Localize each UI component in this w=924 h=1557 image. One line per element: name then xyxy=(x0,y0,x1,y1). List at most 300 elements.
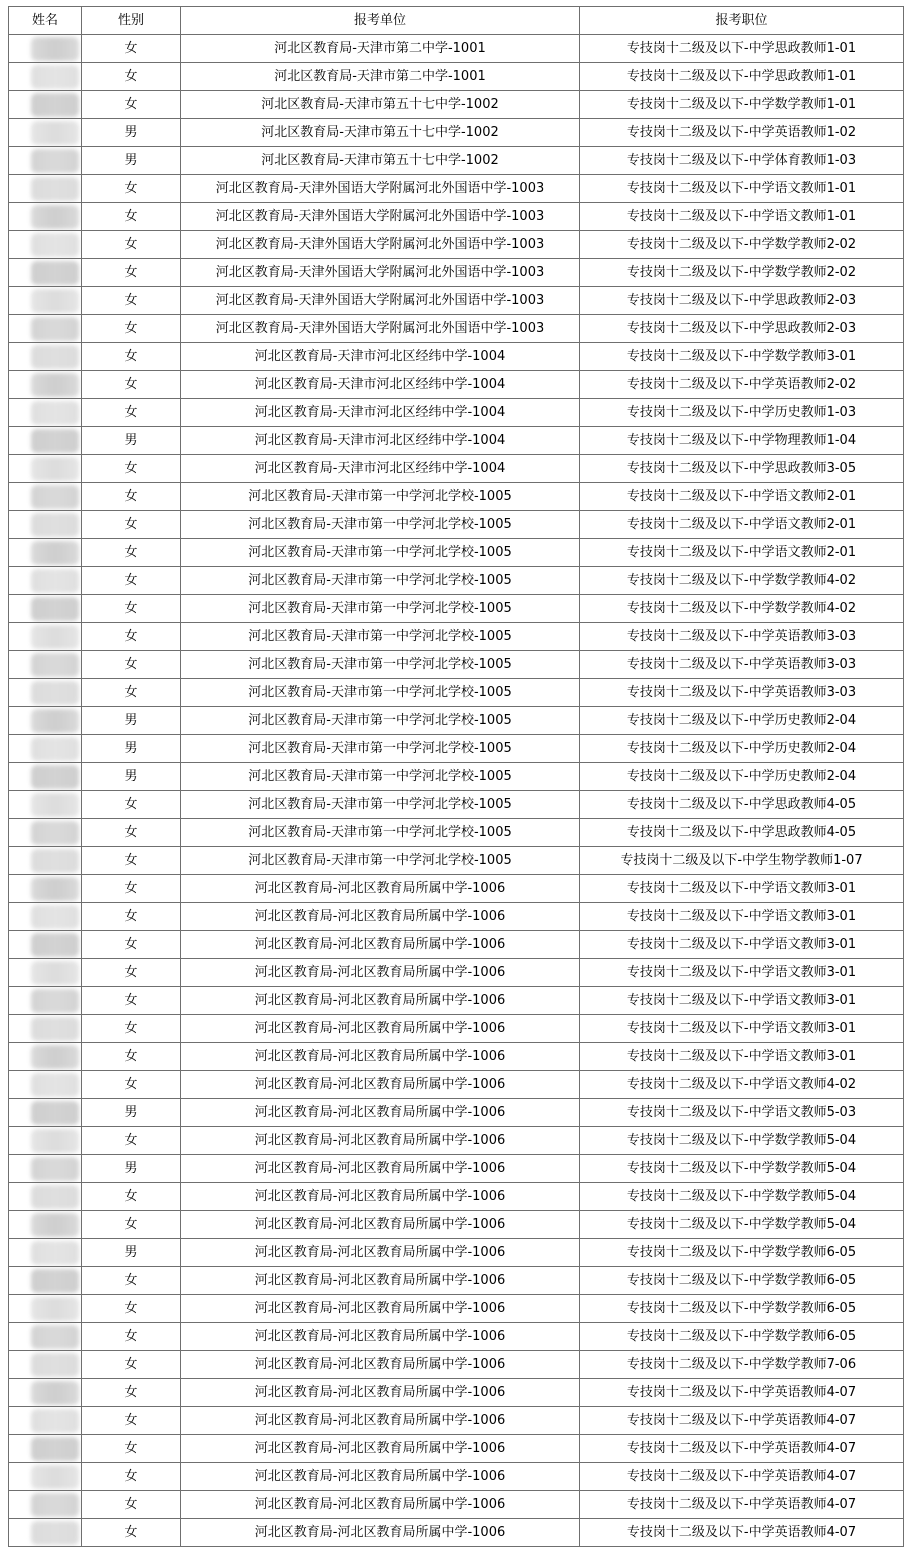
redaction-mosaic xyxy=(31,177,79,201)
gender-cell: 男 xyxy=(82,427,181,455)
unit-cell: 河北区教育局-天津市第二中学-1001 xyxy=(181,35,580,63)
post-cell: 专技岗十二级及以下-中学英语教师4-07 xyxy=(580,1435,904,1463)
gender-cell: 女 xyxy=(82,903,181,931)
table-row xyxy=(9,455,904,483)
table-row xyxy=(9,1323,904,1351)
unit-cell: 河北区教育局-天津市第五十七中学-1002 xyxy=(181,91,580,119)
redacted-name-cell xyxy=(9,287,82,315)
redaction-mosaic xyxy=(31,1297,79,1321)
post-cell: 专技岗十二级及以下-中学语文教师2-01 xyxy=(580,511,904,539)
redacted-name-cell xyxy=(9,735,82,763)
post-cell: 专技岗十二级及以下-中学英语教师4-07 xyxy=(580,1407,904,1435)
redaction-mosaic xyxy=(31,793,79,817)
post-cell: 专技岗十二级及以下-中学英语教师2-02 xyxy=(580,371,904,399)
redaction-mosaic xyxy=(31,261,79,285)
gender-cell: 女 xyxy=(82,623,181,651)
gender-cell: 女 xyxy=(82,1043,181,1071)
post-cell: 专技岗十二级及以下-中学历史教师2-04 xyxy=(580,763,904,791)
redaction-mosaic xyxy=(31,1465,79,1489)
post-cell: 专技岗十二级及以下-中学英语教师3-03 xyxy=(580,651,904,679)
table-row xyxy=(9,483,904,511)
redacted-name-cell xyxy=(9,987,82,1015)
table-row xyxy=(9,1491,904,1519)
unit-cell: 河北区教育局-河北区教育局所属中学-1006 xyxy=(181,1323,580,1351)
header-unit: 报考单位 xyxy=(181,7,580,35)
unit-cell: 河北区教育局-天津市第一中学河北学校-1005 xyxy=(181,651,580,679)
table-row xyxy=(9,1407,904,1435)
gender-cell: 女 xyxy=(82,63,181,91)
unit-cell: 河北区教育局-河北区教育局所属中学-1006 xyxy=(181,1379,580,1407)
redacted-name-cell xyxy=(9,231,82,259)
unit-cell: 河北区教育局-河北区教育局所属中学-1006 xyxy=(181,1211,580,1239)
table-row xyxy=(9,1127,904,1155)
unit-cell: 河北区教育局-河北区教育局所属中学-1006 xyxy=(181,1155,580,1183)
unit-cell: 河北区教育局-河北区教育局所属中学-1006 xyxy=(181,1267,580,1295)
post-cell: 专技岗十二级及以下-中学英语教师3-03 xyxy=(580,623,904,651)
redacted-name-cell xyxy=(9,399,82,427)
unit-cell: 河北区教育局-天津外国语大学附属河北外国语中学-1003 xyxy=(181,231,580,259)
post-cell: 专技岗十二级及以下-中学语文教师4-02 xyxy=(580,1071,904,1099)
redacted-name-cell xyxy=(9,707,82,735)
redaction-mosaic xyxy=(31,961,79,985)
table-row xyxy=(9,1267,904,1295)
redaction-mosaic xyxy=(31,1157,79,1181)
redacted-name-cell xyxy=(9,371,82,399)
table-row xyxy=(9,1071,904,1099)
post-cell: 专技岗十二级及以下-中学思政教师1-01 xyxy=(580,35,904,63)
redaction-mosaic xyxy=(31,1045,79,1069)
gender-cell: 女 xyxy=(82,399,181,427)
gender-cell: 女 xyxy=(82,1183,181,1211)
post-cell: 专技岗十二级及以下-中学数学教师5-04 xyxy=(580,1155,904,1183)
post-cell: 专技岗十二级及以下-中学生物学教师1-07 xyxy=(580,847,904,875)
unit-cell: 河北区教育局-河北区教育局所属中学-1006 xyxy=(181,1519,580,1547)
unit-cell: 河北区教育局-天津外国语大学附属河北外国语中学-1003 xyxy=(181,203,580,231)
unit-cell: 河北区教育局-天津市第一中学河北学校-1005 xyxy=(181,735,580,763)
unit-cell: 河北区教育局-天津市第二中学-1001 xyxy=(181,63,580,91)
redacted-name-cell xyxy=(9,791,82,819)
post-cell: 专技岗十二级及以下-中学语文教师1-01 xyxy=(580,203,904,231)
table-row xyxy=(9,595,904,623)
table-row xyxy=(9,819,904,847)
gender-cell: 女 xyxy=(82,819,181,847)
redacted-name-cell xyxy=(9,623,82,651)
post-cell: 专技岗十二级及以下-中学语文教师3-01 xyxy=(580,903,904,931)
redacted-name-cell xyxy=(9,875,82,903)
redaction-mosaic xyxy=(31,373,79,397)
redacted-name-cell xyxy=(9,147,82,175)
unit-cell: 河北区教育局-河北区教育局所属中学-1006 xyxy=(181,1295,580,1323)
table-row xyxy=(9,371,904,399)
unit-cell: 河北区教育局-天津市第一中学河北学校-1005 xyxy=(181,819,580,847)
gender-cell: 女 xyxy=(82,1491,181,1519)
redacted-name-cell xyxy=(9,1519,82,1547)
table-row xyxy=(9,1043,904,1071)
post-cell: 专技岗十二级及以下-中学数学教师5-04 xyxy=(580,1183,904,1211)
redacted-name-cell xyxy=(9,959,82,987)
redaction-mosaic xyxy=(31,93,79,117)
gender-cell: 女 xyxy=(82,595,181,623)
redaction-mosaic xyxy=(31,513,79,537)
redaction-mosaic xyxy=(31,1521,79,1545)
table-row xyxy=(9,987,904,1015)
gender-cell: 男 xyxy=(82,147,181,175)
gender-cell: 女 xyxy=(82,203,181,231)
gender-cell: 男 xyxy=(82,735,181,763)
redacted-name-cell xyxy=(9,1239,82,1267)
gender-cell: 女 xyxy=(82,483,181,511)
redacted-name-cell xyxy=(9,427,82,455)
unit-cell: 河北区教育局-河北区教育局所属中学-1006 xyxy=(181,1043,580,1071)
unit-cell: 河北区教育局-天津外国语大学附属河北外国语中学-1003 xyxy=(181,315,580,343)
unit-cell: 河北区教育局-河北区教育局所属中学-1006 xyxy=(181,1463,580,1491)
table-body xyxy=(9,35,904,1547)
redaction-mosaic xyxy=(31,569,79,593)
gender-cell: 女 xyxy=(82,35,181,63)
redacted-name-cell xyxy=(9,1155,82,1183)
redaction-mosaic xyxy=(31,1213,79,1237)
post-cell: 专技岗十二级及以下-中学物理教师1-04 xyxy=(580,427,904,455)
table-row xyxy=(9,35,904,63)
gender-cell: 女 xyxy=(82,343,181,371)
unit-cell: 河北区教育局-河北区教育局所属中学-1006 xyxy=(181,1239,580,1267)
gender-cell: 女 xyxy=(82,959,181,987)
redaction-mosaic xyxy=(31,1185,79,1209)
redaction-mosaic xyxy=(31,877,79,901)
post-cell: 专技岗十二级及以下-中学英语教师3-03 xyxy=(580,679,904,707)
post-cell: 专技岗十二级及以下-中学数学教师2-02 xyxy=(580,231,904,259)
post-cell: 专技岗十二级及以下-中学语文教师2-01 xyxy=(580,539,904,567)
gender-cell: 女 xyxy=(82,371,181,399)
post-cell: 专技岗十二级及以下-中学历史教师2-04 xyxy=(580,707,904,735)
redaction-mosaic xyxy=(31,317,79,341)
unit-cell: 河北区教育局-天津市第一中学河北学校-1005 xyxy=(181,595,580,623)
post-cell: 专技岗十二级及以下-中学语文教师3-01 xyxy=(580,1015,904,1043)
table-row xyxy=(9,511,904,539)
unit-cell: 河北区教育局-天津市第五十七中学-1002 xyxy=(181,119,580,147)
post-cell: 专技岗十二级及以下-中学体育教师1-03 xyxy=(580,147,904,175)
table-row xyxy=(9,1211,904,1239)
gender-cell: 女 xyxy=(82,1211,181,1239)
gender-cell: 女 xyxy=(82,1015,181,1043)
table-row xyxy=(9,1463,904,1491)
redacted-name-cell xyxy=(9,315,82,343)
redacted-name-cell xyxy=(9,1351,82,1379)
unit-cell: 河北区教育局-河北区教育局所属中学-1006 xyxy=(181,1071,580,1099)
redacted-name-cell xyxy=(9,819,82,847)
redaction-mosaic xyxy=(31,205,79,229)
gender-cell: 女 xyxy=(82,315,181,343)
table-row xyxy=(9,343,904,371)
redacted-name-cell xyxy=(9,1015,82,1043)
gender-cell: 女 xyxy=(82,791,181,819)
redacted-name-cell xyxy=(9,1463,82,1491)
table-row xyxy=(9,1435,904,1463)
post-cell: 专技岗十二级及以下-中学数学教师7-06 xyxy=(580,1351,904,1379)
post-cell: 专技岗十二级及以下-中学语文教师3-01 xyxy=(580,987,904,1015)
post-cell: 专技岗十二级及以下-中学思政教师1-01 xyxy=(580,63,904,91)
gender-cell: 女 xyxy=(82,1435,181,1463)
table-row xyxy=(9,623,904,651)
redacted-name-cell xyxy=(9,1127,82,1155)
table-row xyxy=(9,791,904,819)
unit-cell: 河北区教育局-河北区教育局所属中学-1006 xyxy=(181,1099,580,1127)
unit-cell: 河北区教育局-天津市第一中学河北学校-1005 xyxy=(181,707,580,735)
redaction-mosaic xyxy=(31,289,79,313)
unit-cell: 河北区教育局-河北区教育局所属中学-1006 xyxy=(181,987,580,1015)
redaction-mosaic xyxy=(31,989,79,1013)
redaction-mosaic xyxy=(31,429,79,453)
redaction-mosaic xyxy=(31,1129,79,1153)
unit-cell: 河北区教育局-天津外国语大学附属河北外国语中学-1003 xyxy=(181,175,580,203)
table-row xyxy=(9,147,904,175)
gender-cell: 男 xyxy=(82,707,181,735)
redacted-name-cell xyxy=(9,1043,82,1071)
header-name: 姓名 xyxy=(9,7,82,35)
table-row xyxy=(9,763,904,791)
unit-cell: 河北区教育局-天津市第一中学河北学校-1005 xyxy=(181,539,580,567)
unit-cell: 河北区教育局-天津市第一中学河北学校-1005 xyxy=(181,623,580,651)
table-row xyxy=(9,1239,904,1267)
table-row xyxy=(9,539,904,567)
gender-cell: 女 xyxy=(82,1071,181,1099)
unit-cell: 河北区教育局-天津市河北区经纬中学-1004 xyxy=(181,399,580,427)
redaction-mosaic xyxy=(31,625,79,649)
table-row xyxy=(9,427,904,455)
gender-cell: 女 xyxy=(82,987,181,1015)
table-row xyxy=(9,119,904,147)
unit-cell: 河北区教育局-河北区教育局所属中学-1006 xyxy=(181,1127,580,1155)
redaction-mosaic xyxy=(31,121,79,145)
redaction-mosaic xyxy=(31,1409,79,1433)
gender-cell: 女 xyxy=(82,1127,181,1155)
table-row xyxy=(9,231,904,259)
post-cell: 专技岗十二级及以下-中学数学教师4-02 xyxy=(580,595,904,623)
redacted-name-cell xyxy=(9,847,82,875)
redaction-mosaic xyxy=(31,905,79,929)
gender-cell: 男 xyxy=(82,119,181,147)
unit-cell: 河北区教育局-天津市第一中学河北学校-1005 xyxy=(181,847,580,875)
redaction-mosaic xyxy=(31,849,79,873)
table-row xyxy=(9,203,904,231)
post-cell: 专技岗十二级及以下-中学语文教师3-01 xyxy=(580,931,904,959)
redacted-name-cell xyxy=(9,567,82,595)
gender-cell: 女 xyxy=(82,1323,181,1351)
header-row xyxy=(9,7,904,35)
unit-cell: 河北区教育局-天津市河北区经纬中学-1004 xyxy=(181,343,580,371)
redacted-name-cell xyxy=(9,1491,82,1519)
gender-cell: 女 xyxy=(82,91,181,119)
unit-cell: 河北区教育局-天津市第五十七中学-1002 xyxy=(181,147,580,175)
table-row xyxy=(9,959,904,987)
candidate-table xyxy=(8,6,904,1547)
redaction-mosaic xyxy=(31,457,79,481)
post-cell: 专技岗十二级及以下-中学数学教师6-05 xyxy=(580,1239,904,1267)
table-row xyxy=(9,1155,904,1183)
redaction-mosaic xyxy=(31,1325,79,1349)
redaction-mosaic xyxy=(31,737,79,761)
gender-cell: 女 xyxy=(82,931,181,959)
table-row xyxy=(9,1295,904,1323)
gender-cell: 女 xyxy=(82,847,181,875)
gender-cell: 女 xyxy=(82,1295,181,1323)
redacted-name-cell xyxy=(9,1323,82,1351)
gender-cell: 男 xyxy=(82,1239,181,1267)
table-row xyxy=(9,315,904,343)
gender-cell: 女 xyxy=(82,231,181,259)
post-cell: 专技岗十二级及以下-中学语文教师3-01 xyxy=(580,1043,904,1071)
redacted-name-cell xyxy=(9,595,82,623)
redaction-mosaic xyxy=(31,65,79,89)
redaction-mosaic xyxy=(31,1073,79,1097)
gender-cell: 男 xyxy=(82,763,181,791)
unit-cell: 河北区教育局-河北区教育局所属中学-1006 xyxy=(181,1407,580,1435)
table-row xyxy=(9,679,904,707)
post-cell: 专技岗十二级及以下-中学数学教师5-04 xyxy=(580,1211,904,1239)
redaction-mosaic xyxy=(31,681,79,705)
gender-cell: 女 xyxy=(82,539,181,567)
unit-cell: 河北区教育局-河北区教育局所属中学-1006 xyxy=(181,931,580,959)
redacted-name-cell xyxy=(9,651,82,679)
post-cell: 专技岗十二级及以下-中学思政教师4-05 xyxy=(580,791,904,819)
post-cell: 专技岗十二级及以下-中学英语教师1-02 xyxy=(580,119,904,147)
post-cell: 专技岗十二级及以下-中学数学教师5-04 xyxy=(580,1127,904,1155)
redaction-mosaic xyxy=(31,1437,79,1461)
post-cell: 专技岗十二级及以下-中学语文教师5-03 xyxy=(580,1099,904,1127)
gender-cell: 女 xyxy=(82,175,181,203)
unit-cell: 河北区教育局-天津市第一中学河北学校-1005 xyxy=(181,567,580,595)
post-cell: 专技岗十二级及以下-中学数学教师6-05 xyxy=(580,1295,904,1323)
table-row xyxy=(9,931,904,959)
redaction-mosaic xyxy=(31,1353,79,1377)
unit-cell: 河北区教育局-天津市河北区经纬中学-1004 xyxy=(181,455,580,483)
redacted-name-cell xyxy=(9,455,82,483)
table-row xyxy=(9,1519,904,1547)
post-cell: 专技岗十二级及以下-中学历史教师1-03 xyxy=(580,399,904,427)
redaction-mosaic xyxy=(31,37,79,61)
post-cell: 专技岗十二级及以下-中学语文教师1-01 xyxy=(580,175,904,203)
table-row xyxy=(9,567,904,595)
redacted-name-cell xyxy=(9,931,82,959)
redacted-name-cell xyxy=(9,511,82,539)
post-cell: 专技岗十二级及以下-中学数学教师6-05 xyxy=(580,1267,904,1295)
post-cell: 专技岗十二级及以下-中学英语教师4-07 xyxy=(580,1491,904,1519)
redaction-mosaic xyxy=(31,485,79,509)
table-row xyxy=(9,903,904,931)
table-row xyxy=(9,1099,904,1127)
redaction-mosaic xyxy=(31,149,79,173)
redacted-name-cell xyxy=(9,1407,82,1435)
post-cell: 专技岗十二级及以下-中学语文教师3-01 xyxy=(580,875,904,903)
table-row xyxy=(9,1015,904,1043)
unit-cell: 河北区教育局-天津市第一中学河北学校-1005 xyxy=(181,763,580,791)
unit-cell: 河北区教育局-河北区教育局所属中学-1006 xyxy=(181,1183,580,1211)
redaction-mosaic xyxy=(31,597,79,621)
gender-cell: 女 xyxy=(82,875,181,903)
redaction-mosaic xyxy=(31,709,79,733)
table-row xyxy=(9,1183,904,1211)
post-cell: 专技岗十二级及以下-中学数学教师2-02 xyxy=(580,259,904,287)
post-cell: 专技岗十二级及以下-中学数学教师3-01 xyxy=(580,343,904,371)
unit-cell: 河北区教育局-河北区教育局所属中学-1006 xyxy=(181,1015,580,1043)
gender-cell: 男 xyxy=(82,1155,181,1183)
gender-cell: 男 xyxy=(82,1099,181,1127)
redacted-name-cell xyxy=(9,1211,82,1239)
table-row xyxy=(9,399,904,427)
post-cell: 专技岗十二级及以下-中学语文教师3-01 xyxy=(580,959,904,987)
unit-cell: 河北区教育局-河北区教育局所属中学-1006 xyxy=(181,903,580,931)
redaction-mosaic xyxy=(31,653,79,677)
gender-cell: 女 xyxy=(82,1407,181,1435)
gender-cell: 女 xyxy=(82,1267,181,1295)
redaction-mosaic xyxy=(31,233,79,257)
gender-cell: 女 xyxy=(82,287,181,315)
redacted-name-cell xyxy=(9,175,82,203)
unit-cell: 河北区教育局-天津市第一中学河北学校-1005 xyxy=(181,511,580,539)
table-row xyxy=(9,175,904,203)
redacted-name-cell xyxy=(9,903,82,931)
post-cell: 专技岗十二级及以下-中学语文教师2-01 xyxy=(580,483,904,511)
redaction-mosaic xyxy=(31,1241,79,1265)
redaction-mosaic xyxy=(31,401,79,425)
redacted-name-cell xyxy=(9,679,82,707)
redacted-name-cell xyxy=(9,1379,82,1407)
table-row xyxy=(9,1351,904,1379)
header-gender: 性别 xyxy=(82,7,181,35)
unit-cell: 河北区教育局-河北区教育局所属中学-1006 xyxy=(181,1351,580,1379)
post-cell: 专技岗十二级及以下-中学英语教师4-07 xyxy=(580,1379,904,1407)
post-cell: 专技岗十二级及以下-中学历史教师2-04 xyxy=(580,735,904,763)
post-cell: 专技岗十二级及以下-中学数学教师1-01 xyxy=(580,91,904,119)
post-cell: 专技岗十二级及以下-中学思政教师4-05 xyxy=(580,819,904,847)
post-cell: 专技岗十二级及以下-中学思政教师3-05 xyxy=(580,455,904,483)
table-row xyxy=(9,91,904,119)
redacted-name-cell xyxy=(9,1183,82,1211)
table-row xyxy=(9,651,904,679)
table-row xyxy=(9,1379,904,1407)
redaction-mosaic xyxy=(31,1269,79,1293)
results-sheet xyxy=(8,6,903,1547)
unit-cell: 河北区教育局-河北区教育局所属中学-1006 xyxy=(181,1491,580,1519)
unit-cell: 河北区教育局-天津市河北区经纬中学-1004 xyxy=(181,371,580,399)
redacted-name-cell xyxy=(9,91,82,119)
unit-cell: 河北区教育局-天津市河北区经纬中学-1004 xyxy=(181,427,580,455)
table-row xyxy=(9,287,904,315)
post-cell: 专技岗十二级及以下-中学英语教师4-07 xyxy=(580,1463,904,1491)
redaction-mosaic xyxy=(31,821,79,845)
redaction-mosaic xyxy=(31,765,79,789)
gender-cell: 女 xyxy=(82,455,181,483)
unit-cell: 河北区教育局-天津市第一中学河北学校-1005 xyxy=(181,679,580,707)
redacted-name-cell xyxy=(9,35,82,63)
gender-cell: 女 xyxy=(82,1379,181,1407)
post-cell: 专技岗十二级及以下-中学数学教师6-05 xyxy=(580,1323,904,1351)
unit-cell: 河北区教育局-河北区教育局所属中学-1006 xyxy=(181,959,580,987)
table-row xyxy=(9,259,904,287)
redacted-name-cell xyxy=(9,63,82,91)
redaction-mosaic xyxy=(31,933,79,957)
redaction-mosaic xyxy=(31,541,79,565)
unit-cell: 河北区教育局-天津市第一中学河北学校-1005 xyxy=(181,483,580,511)
redacted-name-cell xyxy=(9,1267,82,1295)
unit-cell: 河北区教育局-天津市第一中学河北学校-1005 xyxy=(181,791,580,819)
gender-cell: 女 xyxy=(82,1351,181,1379)
redaction-mosaic xyxy=(31,1017,79,1041)
post-cell: 专技岗十二级及以下-中学思政教师2-03 xyxy=(580,315,904,343)
redacted-name-cell xyxy=(9,1099,82,1127)
gender-cell: 女 xyxy=(82,511,181,539)
table-row xyxy=(9,847,904,875)
